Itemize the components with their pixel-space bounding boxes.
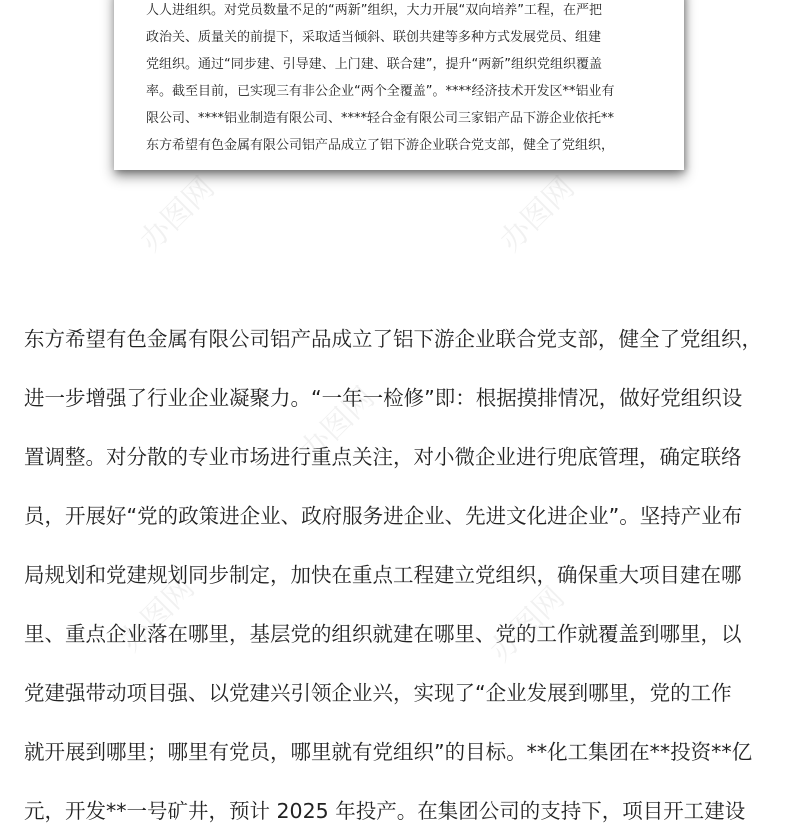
watermark: 办图网 — [483, 580, 572, 669]
body-text-line: 进一步增强了行业企业凝聚力。“一年一检修”即：根据摸排情况，做好党组织设 — [24, 386, 743, 410]
body-text-line: 就开展到哪里；哪里有党员，哪里就有党组织”的目标。**化工集团在**投资**亿 — [24, 740, 753, 764]
watermark: 办图网 — [113, 570, 202, 659]
body-text-line: 员，开展好“党的政策进企业、政府服务进企业、先进文化进企业”。坚持产业布 — [24, 504, 743, 528]
card-text-line: 党组织。通过“同步建、引导建、上门建、联合建”，提升“两新”组织党组织覆盖 — [146, 57, 602, 72]
body-text-line: 东方希望有色金属有限公司铝产品成立了铝下游企业联合党支部，健全了党组织， — [24, 327, 762, 351]
body-text-line: 里、重点企业落在哪里，基层党的组织就建在哪里、党的工作就覆盖到哪里，以 — [24, 622, 742, 646]
card-text-line: 限公司、****铝业制造有限公司、****轻合金有限公司三家铝产品下游企业依托** — [146, 111, 615, 126]
body-text-line: 党建强带动项目强、以党建兴引领企业兴，实现了“企业发展到哪里，党的工作 — [24, 681, 732, 705]
document-preview-card — [114, 0, 684, 170]
card-text-line: 东方希望有色金属有限公司铝产品成立了铝下游企业联合党支部，健全了党组织， — [146, 138, 615, 153]
body-text-line: 置调整。对分散的专业市场进行重点关注，对小微企业进行兜底管理，确定联络 — [24, 445, 742, 469]
body-text-line: 元，开发**一号矿井，预计 2025 年投产。在集团公司的支持下，项目开工建设 — [24, 799, 746, 823]
watermark: 办图网 — [133, 170, 222, 259]
body-text-line: 局规划和党建规划同步制定，加快在重点工程建立党组织，确保重大项目建在哪 — [24, 563, 742, 587]
watermark: 办图网 — [493, 170, 582, 259]
card-text-line: 人人进组织。对党员数量不足的“两新”组织，大力开展“双向培养”工程，在严把 — [146, 3, 602, 18]
card-text-line: 率。截至目前，已实现三有非公企业“两个全覆盖”。****经济技术开发区**铝业有 — [146, 84, 615, 99]
watermark: 办图网 — [293, 380, 382, 469]
card-text-line: 政治关、质量关的前提下，采取适当倾斜、联创共建等多种方式发展党员、组建 — [146, 30, 602, 45]
